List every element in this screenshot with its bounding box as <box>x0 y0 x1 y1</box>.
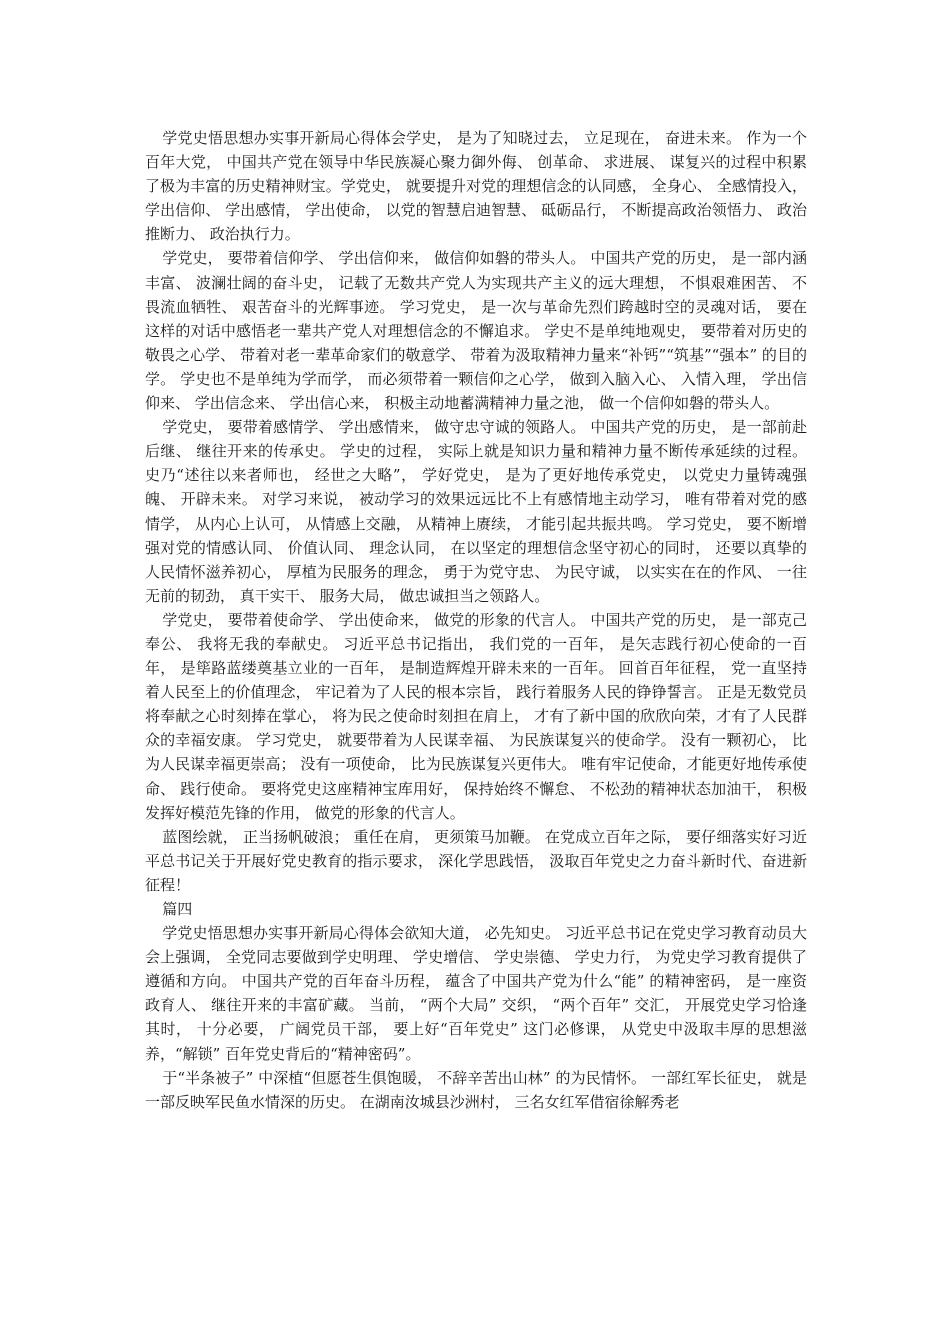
section-heading: 篇四 <box>162 900 193 918</box>
document-page <box>145 126 807 1114</box>
paragraph-intro: 学党史悟思想办实事开新局心得体会学史， 是为了知晓过去， 立足现在， 奋进未来。 作为一个百年大党， 中国共产党在领导中华民族凝心聚力御外侮、 创革命、 求进展、 谋复兴的过程中积累了极为丰富的历史精神财宝。学党史， 就要提升对党的理想信念的认同感， 全身心、 全感情投入， 学出信仰、 学出感情， 学出使命， 以党的智慧启迪智慧、 砥砺品行， 不断提高政治领悟力、 政治推断力、 政治执行力。 <box>145 129 807 244</box>
paragraph-faith: 学党史， 要带着信仰学、 学出信仰来， 做信仰如磐的带头人。 中国共产党的历史， 是一部内涵丰富、 波澜壮阔的奋斗史， 记载了无数共产党人为实现共产主义的远大理想， 不惧艰难困苦、 不畏流血牺牲、 艰苦奋斗的光辉事迹。 学习党史， 是一次与革命先烈们跨越时空的灵魂对话， 要在这样的对话中感悟老一辈共产党人对理想信念的不懈追求。 学史不是单纯地观史， 要带着对历史的敬畏之心学、 带着对老一辈革命家们的敬意学、 带着为汲取精神力量来“补钙”“筑基”“强本” 的目的学。 学史也不是单纯为学而学， 而必须带着一颗信仰之心学， 做到入脑入心、 入情入理， 学出信仰来、 学出信念来、 学出信心来， 积极主动地蓄满精神力量之池， 做一个信仰如磐的带头人。 <box>145 249 807 413</box>
paragraph-conclusion: 蓝图绘就， 正当扬帆破浪； 重任在肩， 更须策马加鞭。 在党成立百年之际， 要仔细落实好习近平总书记关于开展好党史教育的指示要求， 深化学思践悟， 汲取百年党史之力奋斗新时代、奋进新征程！ <box>145 827 807 894</box>
paragraph-emotion: 学党史， 要带着感情学、 学出感情来， 做守忠守诚的领路人。 中国共产党的历史， 是一部前赴后继、 继往开来的传承史。 学史的过程， 实际上就是知识力量和精神力量不断传承延续的过程。 史乃“述往以来者师也， 经世之大略”， 学好党史， 是为了更好地传承党史， 以党史力量铸魂强魄、 开辟未来。 对学习来说， 被动学习的效果远远比不上有感情地主动学习， 唯有带着对党的感情学， 从内心上认可， 从情感上交融， 从精神上赓续， 才能引起共振共鸣。 学习党史， 要不断增强对党的情感认同、 价值认同、 理念认同， 在以坚定的理想信念坚守初心的同时， 还要以真挚的人民情怀滋养初心， 厚植为民服务的理念， 勇于为党守忠、 为民守诚， 以实实在在的作风、 一往无前的韧劲， 真干实干、 服务大局， 做忠诚担当之领路人。 <box>145 418 807 605</box>
paragraph-part4-quilt: 于“半条被子” 中深植“但愿苍生俱饱暖， 不辞辛苦出山林” 的为民情怀。 一部红军长征史， 就是一部反映军民鱼水情深的历史。 在湖南汝城县沙洲村， 三名女红军借宿徐解秀老 <box>145 1068 807 1111</box>
paragraph-part4-intro: 学党史悟思想办实事开新局心得体会欲知大道， 必先知史。 习近平总书记在党史学习教育动员大会上强调， 全党同志要做到学史明理、 学史增信、 学史崇德、 学史力行， 为党史学习教育提供了遵循和方向。 中国共产党的百年奋斗历程， 蕴含了中国共产党为什么“能” 的精神密码， 是一座资政育人、 继往开来的丰富矿藏。 当前， “两个大局” 交织， “两个百年” 交汇， 开展党史学习恰逢其时， 十分必要， 广阔党员干部， 要上好“百年党史” 这门必修课， 从党史中汲取丰厚的思想滋养，“解锁” 百年党史背后的“精神密码”。 <box>145 924 807 1063</box>
paragraph-mission: 学党史， 要带着使命学、 学出使命来， 做党的形象的代言人。 中国共产党的历史， 是一部克己奉公、 我将无我的奉献史。 习近平总书记指出， 我们党的一百年， 是矢志践行初心使命的一百年， 是筚路蓝缕奠基立业的一百年， 是制造辉煌开辟未来的一百年。 回首百年征程， 党一直坚持着人民至上的价值理念， 牢记着为了人民的根本宗旨， 践行着服务人民的铮铮誓言。 正是无数党员将奉献之心时刻捧在掌心， 将为民之使命时刻担在肩上， 才有了新中国的欣欣向荣，才有了人民群众的幸福安康。 学习党史， 就要带着为人民谋幸福、 为民族谋复兴的使命学。 没有一颗初心， 比为人民谋幸福更崇高； 没有一项使命， 比为民族谋复兴更伟大。 唯有牢记使命，才能更好地传承使命、 践行使命。 要将党史这座精神宝库用好， 保持始终不懈怠、 不松劲的精神状态加油干， 积极发挥好模范先锋的作用， 做党的形象的代言人。 <box>145 610 807 822</box>
